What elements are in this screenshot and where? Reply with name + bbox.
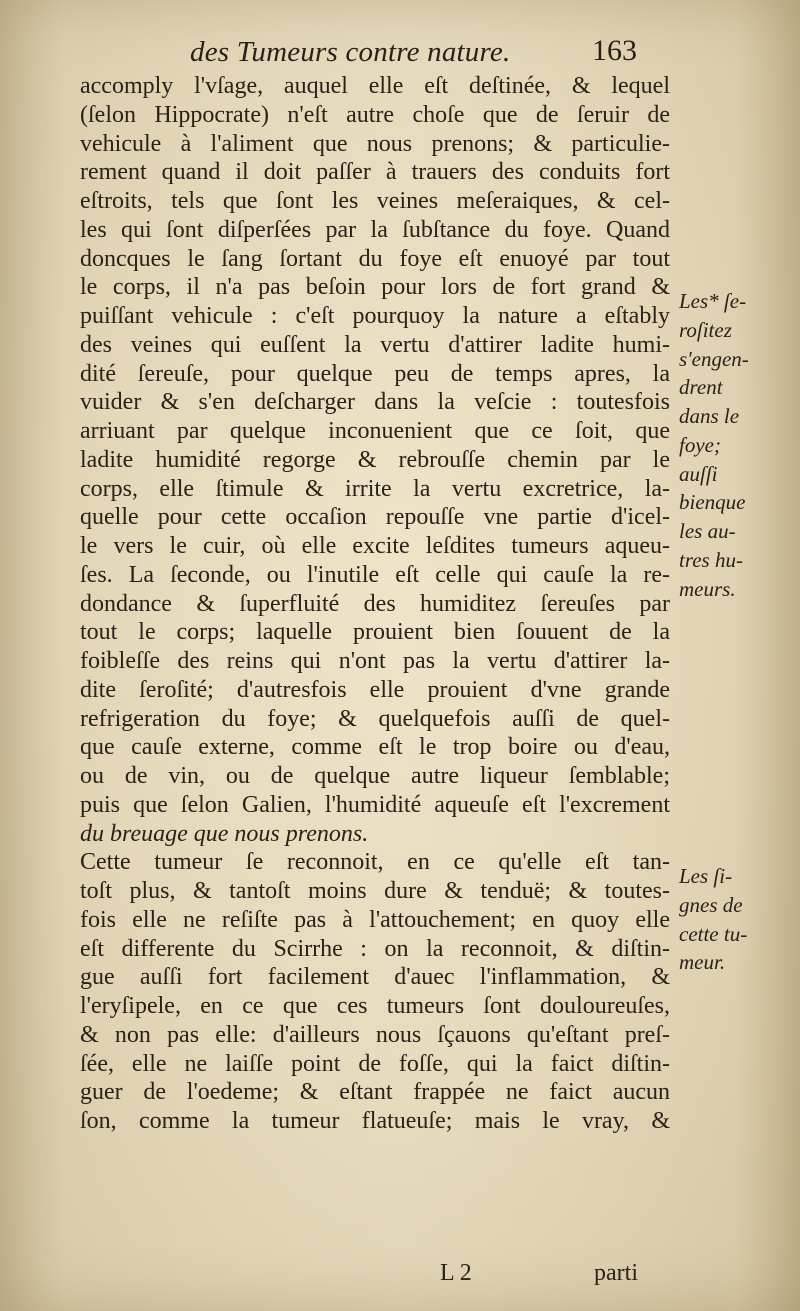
text-line: que cauſe externe, comme eſt le trop boire ou d'eau, bbox=[80, 734, 670, 761]
text-line: corps, elle ſtimule & irrite la vertu excretrice, la- bbox=[80, 475, 670, 502]
text-line: l'eryſipele, en ce que ces tumeurs ſont douloureuſes, bbox=[80, 993, 670, 1019]
text-line: eſt differente du Scirrhe : on la reconnoit, & diſtin- bbox=[80, 935, 670, 962]
text-line: ſée, elle ne laiſſe point de foſſe, qui la faict diſtin- bbox=[80, 1050, 670, 1077]
margin-note-line: roſitez bbox=[679, 317, 732, 342]
text-line: le vers le cuir, où elle excite leſdites tumeurs aqueu- bbox=[80, 533, 670, 559]
text-line: Cette tumeur ſe reconnoit, en ce qu'elle eſt tan- bbox=[80, 849, 670, 876]
text-line: ou de vin, ou de quelque autre liqueur ſemblable; bbox=[80, 763, 670, 789]
margin-note-line: Les ſi- bbox=[679, 864, 733, 888]
text-line: rement quand il doit paſſer à trauers des conduits fort bbox=[80, 159, 670, 186]
text-line: tout le corps; laquelle prouient bien ſouuent de la bbox=[80, 619, 670, 646]
text-line: toſt plus, & tantoſt moins dure & tenduë; & toutes- bbox=[80, 878, 670, 904]
text-line: ladite humidité regorge & rebrouſſe chemin par le bbox=[80, 446, 670, 473]
text-line: guer de l'oedeme; & eſtant frappée ne faict aucun bbox=[80, 1079, 670, 1106]
margin-note-line: foye; bbox=[679, 432, 721, 457]
text-line: foibleſſe des reins qui n'ont pas la vertu d'attirer la- bbox=[80, 648, 670, 674]
margin-note-signs bbox=[679, 862, 784, 977]
margin-note-line: les au- bbox=[679, 519, 736, 543]
margin-note-line: meur. bbox=[679, 950, 726, 975]
margin-note-line: bienque bbox=[679, 490, 746, 515]
text-line: fois elle ne reſiſte pas à l'attouchement; en quoy elle bbox=[80, 906, 670, 933]
text-line: puis que ſelon Galien, l'humidité aqueuſe eſt l'excrement bbox=[80, 791, 670, 818]
running-head: des Tumeurs contre nature. bbox=[190, 36, 511, 68]
signature-mark: L 2 bbox=[440, 1260, 472, 1286]
margin-note-line: cette tu- bbox=[679, 921, 748, 946]
text-line: du breuage que nous prenons. bbox=[80, 820, 369, 847]
body-text bbox=[80, 72, 670, 1136]
text-line: accomply l'vſage, auquel elle eſt deſtinée, & lequel bbox=[80, 73, 670, 99]
margin-note-line: gnes de bbox=[679, 892, 743, 917]
margin-note-line: meurs. bbox=[679, 576, 736, 601]
text-line: eſtroits, tels que ſont les veines meſeraiques, & cel- bbox=[80, 188, 670, 214]
margin-note-line: Les* ſe- bbox=[679, 289, 747, 313]
text-line: dité ſereuſe, pour quelque peu de temps apres, la bbox=[80, 360, 670, 387]
text-line: les qui ſont diſperſées par la ſubſtance du foye. Quand bbox=[80, 216, 670, 243]
text-line: quelle pour cette occaſion repouſſe vne partie d'icel- bbox=[80, 504, 670, 531]
text-line: gue auſſi fort facilement d'auec l'inflammation, & bbox=[80, 964, 670, 991]
text-line: refrigeration du foye; & quelquefois auſſi de quel- bbox=[80, 705, 670, 732]
margin-note-line: s'engen- bbox=[679, 346, 749, 371]
text-line: vehicule à l'aliment que nous prenons; & particulie- bbox=[80, 130, 670, 157]
text-line: ſes. La ſeconde, ou l'inutile eſt celle qui cauſe la re- bbox=[80, 561, 670, 588]
margin-note-line: dans le bbox=[679, 404, 740, 428]
text-line: dondance & ſuperfluité des humiditez ſereuſes par bbox=[80, 590, 670, 617]
page-number: 163 bbox=[592, 34, 637, 67]
margin-note-line: auſſi bbox=[679, 461, 718, 486]
text-line: (ſelon Hippocrate) n'eſt autre choſe que de ſeruir de bbox=[80, 101, 670, 128]
text-line: puiſſant vehicule : c'eſt pourquoy la nature a eſtably bbox=[80, 303, 670, 329]
text-line: des veines qui euſſent la vertu d'attirer ladite humi- bbox=[80, 331, 670, 358]
margin-note-serosities bbox=[679, 287, 784, 603]
text-line: arriuant par quelque inconuenient que ce ſoit, que bbox=[80, 418, 670, 444]
margin-note-line: tres hu- bbox=[679, 547, 743, 572]
text-line: & non pas elle: d'ailleurs nous ſçauons qu'eſtant preſ- bbox=[80, 1021, 670, 1048]
text-line: vuider & s'en deſcharger dans la veſcie : toutesfois bbox=[80, 389, 670, 416]
text-line: dite ſeroſité; d'autresfois elle prouient d'vne grande bbox=[80, 676, 670, 703]
catchword: parti bbox=[594, 1260, 638, 1286]
text-line: ſon, comme la tumeur flatueuſe; mais le vray, & bbox=[80, 1108, 670, 1134]
text-line: doncques le ſang ſortant du foye eſt enuoyé par tout bbox=[80, 245, 670, 272]
text-line: le corps, il n'a pas beſoin pour lors de fort grand & bbox=[80, 274, 670, 301]
margin-note-line: drent bbox=[679, 375, 723, 400]
